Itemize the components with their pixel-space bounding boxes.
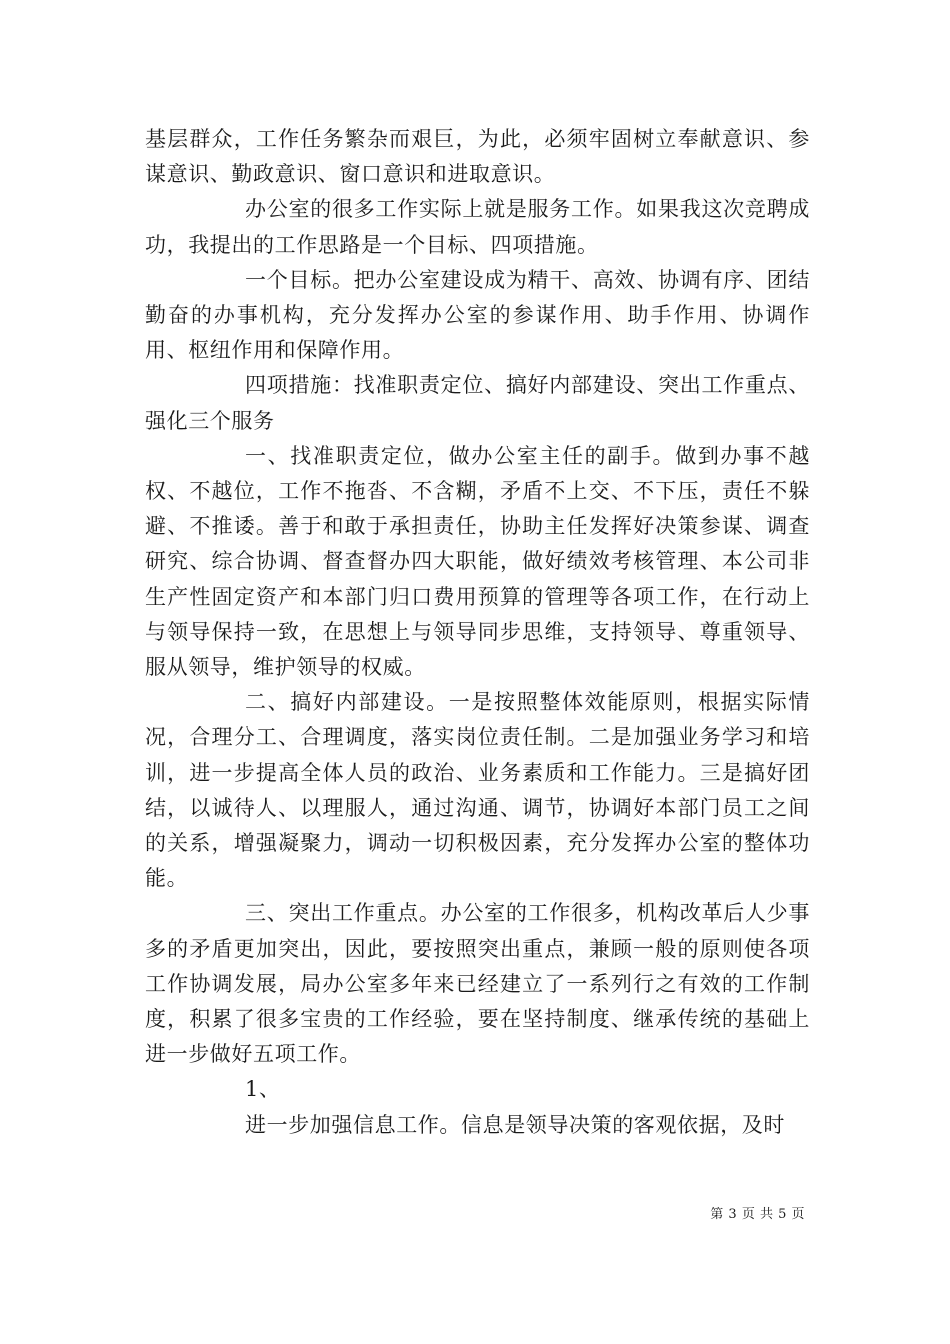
- page-number: 第 3 页 共 5 页: [710, 1207, 805, 1222]
- paragraph-3: 一个目标。把办公室建设成为精干、高效、协调有序、团结勤奋的办事机构，充分发挥办公室的参谋作用、助手作用、协调作用、枢纽作用和保障作用。: [145, 267, 810, 363]
- paragraph-7: 三、突出工作重点。办公室的工作很多，机构改革后人少事多的矛盾更加突出，因此，要按照突出重点，兼顾一般的原则使各项工作协调发展，局办公室多年来已经建立了一系列行之有效的工作制度，积累了很多宝贵的工作经验，要在坚持制度、继承传统的基础上进一步做好五项工作。: [145, 901, 810, 1067]
- paragraph-4: 四项措施：找准职责定位、搞好内部建设、突出工作重点、强化三个服务: [145, 373, 810, 433]
- paragraph-5: 一、找准职责定位，做办公室主任的副手。做到办事不越权、不越位，工作不拖沓、不含糊，矛盾不上交、不下压，责任不躲避、不推诿。善于和敢于承担责任，协助主任发挥好决策参谋、调查研究、综合协调、督查督办四大职能，做好绩效考核管理、本公司非生产性固定资产和本部门归口费用预算的管理等各项工作，在行动上与领导保持一致，在思想上与领导同步思维，支持领导、尊重领导、服从领导，维护领导的权威。: [145, 443, 810, 680]
- paragraph-6: 二、搞好内部建设。一是按照整体效能原则，根据实际情况，合理分工、合理调度，落实岗位责任制。二是加强业务学习和培训，进一步提高全体人员的政治、业务素质和工作能力。三是搞好团结，以诚待人、以理服人，通过沟通、调节，协调好本部门员工之间的关系，增强凝聚力，调动一切积极因素，充分发挥办公室的整体功能。: [145, 690, 810, 891]
- paragraph-1: 基层群众，工作任务繁杂而艰巨，为此，必须牢固树立奉献意识、参谋意识、勤政意识、窗口意识和进取意识。: [145, 127, 810, 187]
- paragraph-2: 办公室的很多工作实际上就是服务工作。如果我这次竞聘成功，我提出的工作思路是一个目标、四项措施。: [145, 197, 810, 257]
- document-body: [145, 122, 810, 1143]
- paragraph-8: 进一步加强信息工作。信息是领导决策的客观依据，及时: [245, 1112, 785, 1137]
- list-marker: 1、: [245, 1077, 281, 1102]
